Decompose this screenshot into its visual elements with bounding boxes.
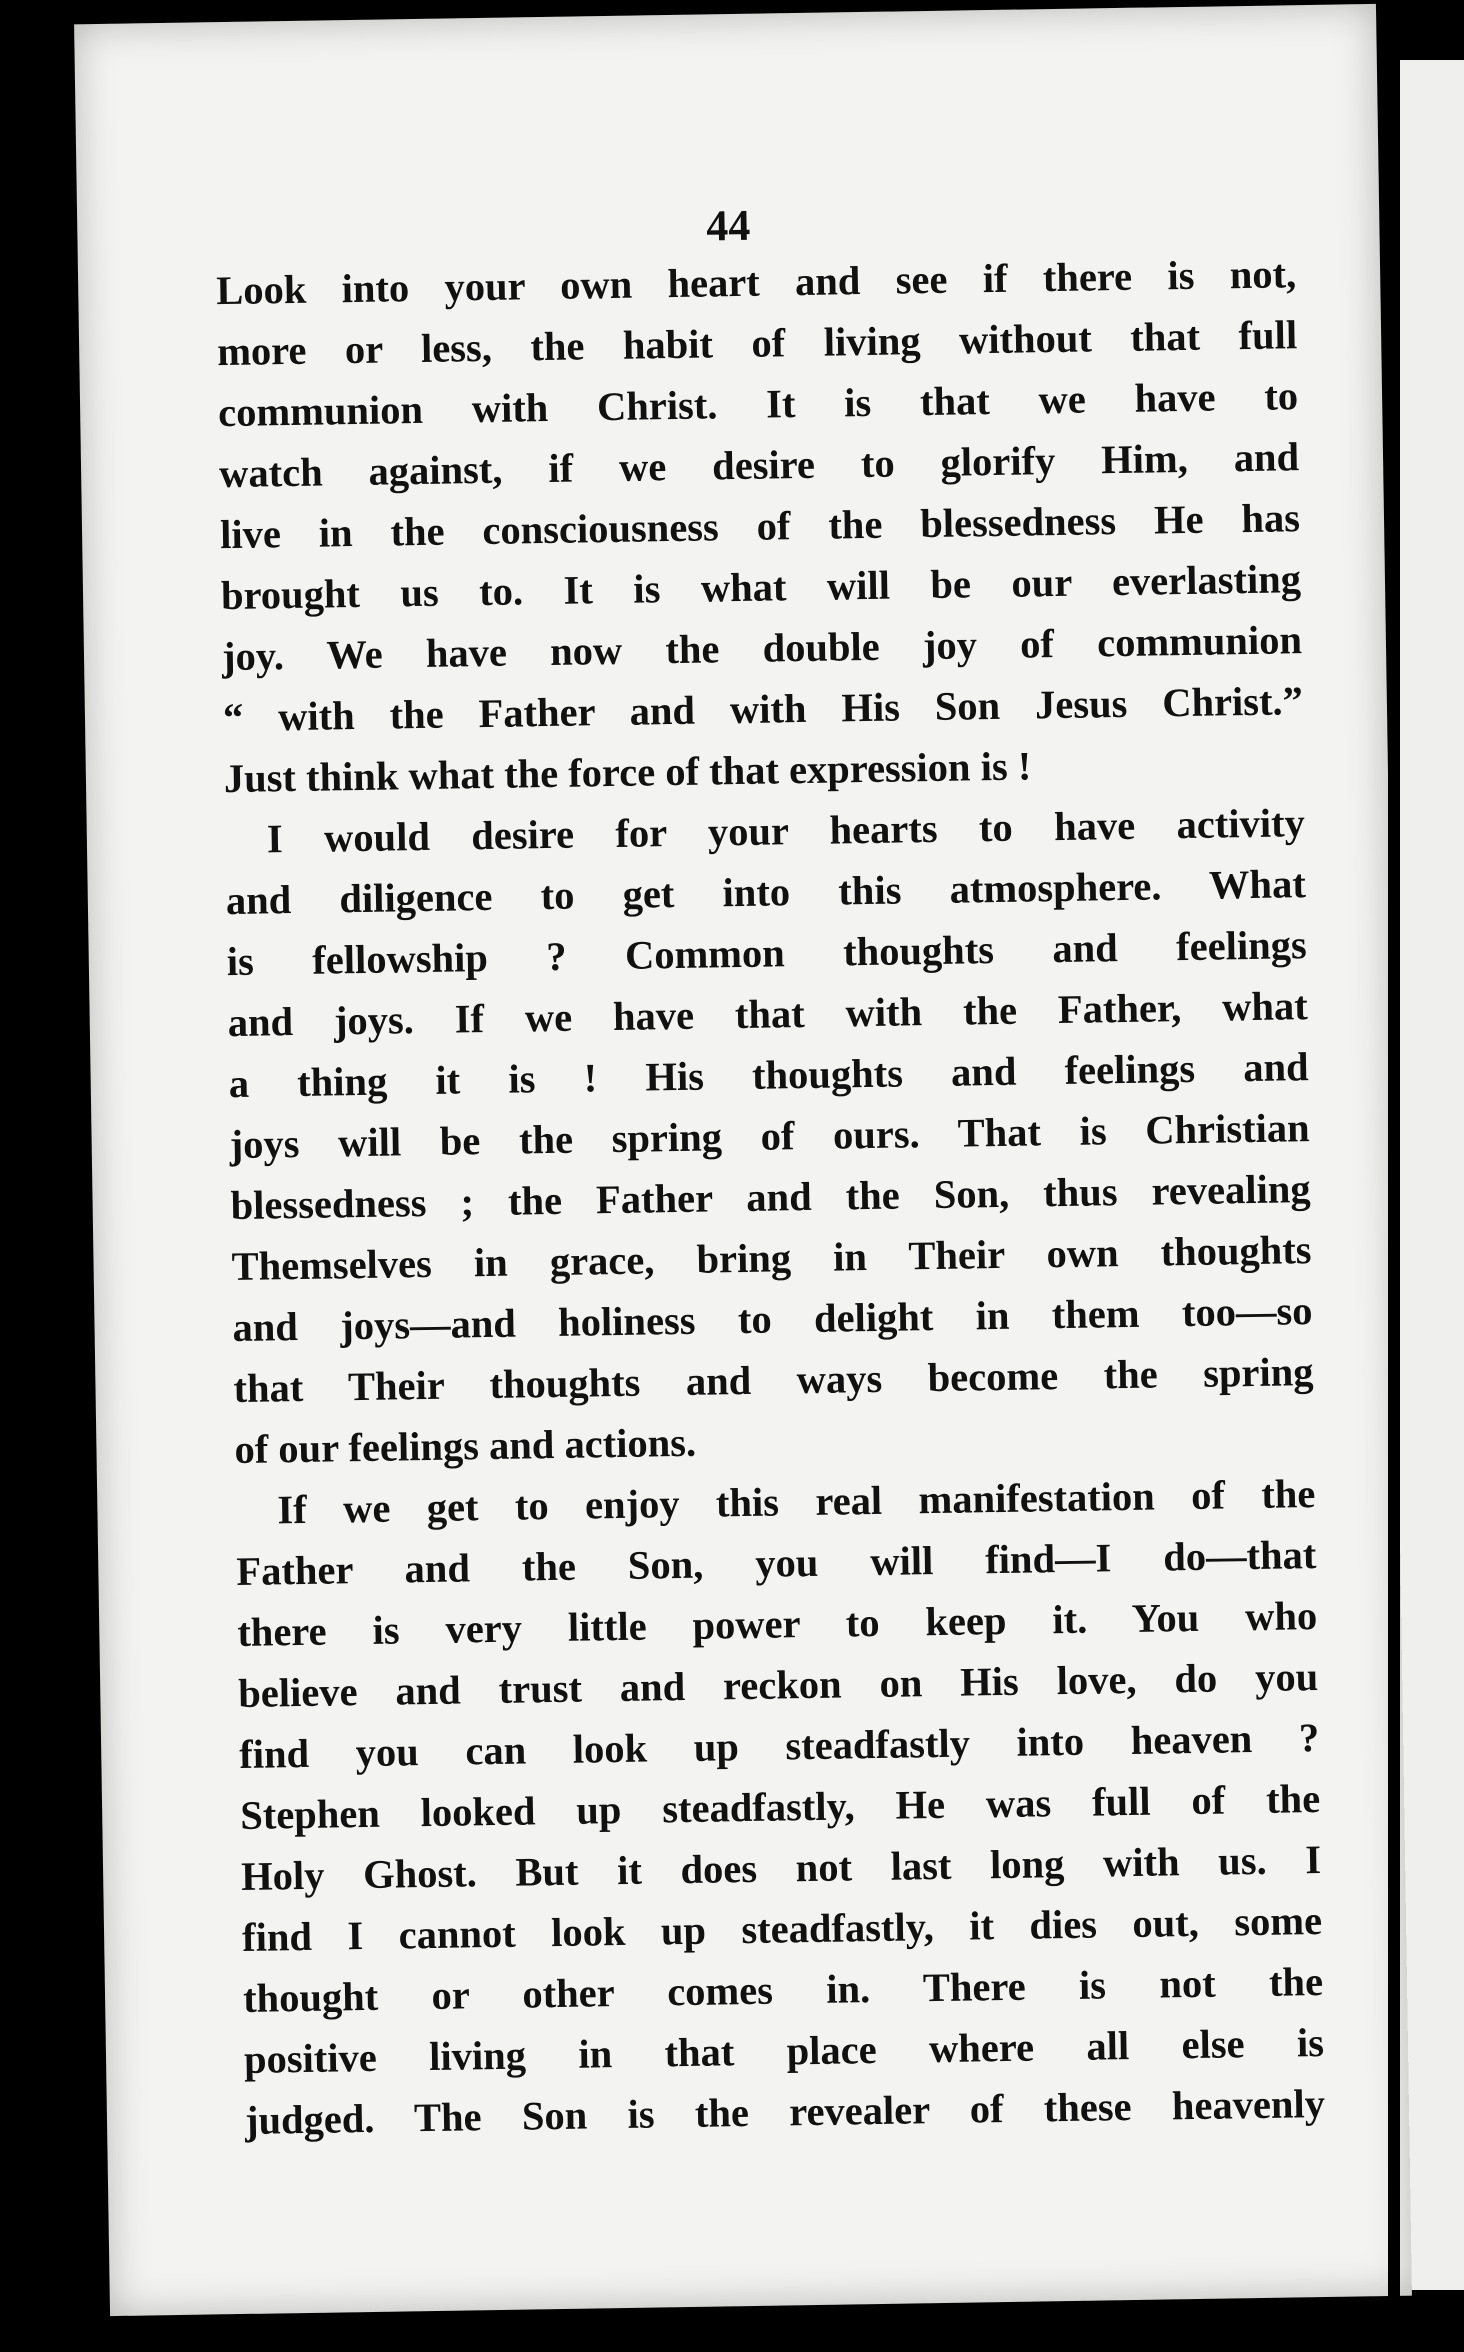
text-line: Look into your own heart and see if there is not, xyxy=(215,251,1297,314)
text-line: that Their thoughts and ways become the spring xyxy=(233,1349,1314,1412)
text-line: I would desire for your hearts to have activity xyxy=(266,800,1306,862)
text-line: and diligence to get into this atmosphere. What xyxy=(225,861,1307,924)
text-line: and joys—and holiness to delight in them too—so xyxy=(232,1288,1313,1351)
book-page xyxy=(74,4,1412,2316)
text-line: find I cannot look up steadfastly, it dies out, some xyxy=(241,1898,1323,1960)
text-line: Stephen looked up steadfastly, He was full of the xyxy=(239,1776,1321,1838)
text-line: is fellowship ? Common thoughts and feelings xyxy=(226,922,1308,985)
text-line: watch against, if we desire to glorify Him, and xyxy=(218,434,1300,497)
paragraph-3 xyxy=(235,1463,1325,2151)
text-line: judged. The Son is the revealer of these heavenly xyxy=(244,2080,1326,2143)
adjacent-page-edge xyxy=(1400,60,1464,2290)
scan-border-left xyxy=(0,0,92,2352)
text-line: “ with the Father and with His Son Jesus Christ.” xyxy=(222,678,1304,741)
text-line: a thing it is ! His thoughts and feelings and xyxy=(228,1044,1309,1107)
page-edge-shadow xyxy=(1388,20,1400,2330)
text-line: Just think what the force of that expression is ! xyxy=(223,743,1032,802)
text-line: there is very little power to keep it. You who xyxy=(237,1593,1318,1655)
paragraph-2 xyxy=(224,792,1314,1480)
text-line: live in the consciousness of the blessedness He has xyxy=(219,495,1301,558)
text-line: and joys. If we have that with the Father, what xyxy=(227,983,1308,1046)
paragraph-1 xyxy=(216,243,1304,809)
text-line: blessedness ; the Father and the Son, thus revealing xyxy=(230,1166,1311,1229)
text-line: Father and the Son, you will find—I do—that xyxy=(236,1532,1317,1595)
text-line: more or less, the habit of living without that full xyxy=(216,312,1298,375)
body-text xyxy=(216,243,1326,2151)
text-line: brought us to. It is what will be our everlasting xyxy=(220,556,1302,619)
text-line: joy. We have now the double joy of communion xyxy=(221,617,1303,680)
text-line: Themselves in grace, bring in Their own thoughts xyxy=(231,1227,1312,1290)
text-line: find you can look up steadfastly into heaven ? xyxy=(238,1715,1320,1777)
text-line: of our feelings and actions. xyxy=(234,1419,697,1473)
page-number: 44 xyxy=(705,200,751,251)
text-line: positive living in that place where all else is xyxy=(243,2019,1325,2082)
text-line: thought or other comes in. There is not the xyxy=(242,1958,1324,2021)
text-line: If we get to enjoy this real manifestation of the xyxy=(277,1471,1316,1533)
text-line: joys will be the spring of ours. That is Christian xyxy=(229,1105,1310,1168)
text-line: Holy Ghost. But it does not last long with us. I xyxy=(240,1837,1322,1899)
text-line: believe and trust and reckon on His love, do you xyxy=(237,1654,1319,1716)
text-line: communion with Christ. It is that we have to xyxy=(217,373,1299,436)
